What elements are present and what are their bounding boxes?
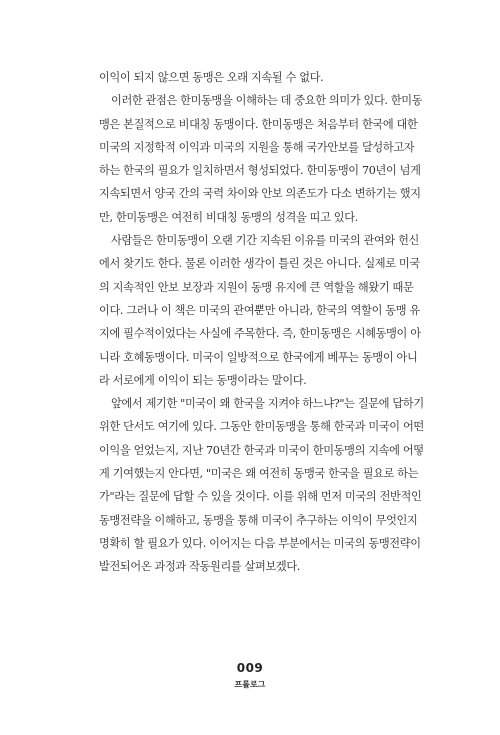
paragraph	[99, 229, 421, 392]
page-number: 009	[236, 661, 264, 675]
text-line: 명확히 할 필요가 있다. 이어지는 다음 부분에서는 미국의 동맹전략이	[99, 536, 421, 550]
text-line: 미국의 지정학적 이익과 미국의 지원을 통해 국가안보를 달성하고자	[99, 140, 415, 154]
text-line: 앞에서 제기한 "미국이 왜 한국을 지켜야 하느냐?"는 질문에 답하기	[111, 397, 424, 411]
text-line: 동맹전략을 이해하고, 동맹을 통해 미국이 추구하는 이익이 무엇인지	[99, 513, 418, 527]
text-line: 지에 필수적이었다는 사실에 주목한다. 즉, 한미동맹은 시혜동맹이 아	[99, 327, 421, 341]
text-line: 이다. 그러나 이 책은 미국의 관여뿐만 아니라, 한국의 역할이 동맹 유	[99, 303, 420, 317]
text-line: 라 서로에게 이익이 되는 동맹이라는 말이다.	[99, 373, 307, 387]
running-footer-title: 프롤로그	[234, 680, 266, 689]
text-line: 게 기여했는지 안다면, "미국은 왜 여전히 동맹국 한국을 필요로 하는	[99, 467, 419, 481]
paragraph	[99, 66, 407, 89]
paragraph	[99, 392, 424, 578]
text-line: 지속되면서 양국 간의 국력 차이와 안보 의존도가 다소 변하기는 했지	[99, 187, 421, 201]
text-line: 맹은 본질적으로 비대칭 동맹이다. 한미동맹은 처음부터 한국에 대한	[99, 117, 418, 131]
text-line: 가"라는 질문에 답할 수 있을 것이다. 이를 위해 먼저 미국의 전반적인	[99, 490, 422, 504]
text-line: 니라 호혜동맹이다. 미국이 일방적으로 한국에게 베푸는 동맹이 아니	[99, 350, 418, 364]
text-line: 사람들은 한미동맹이 오랜 기간 지속된 이유를 미국의 관여와 헌신	[111, 234, 419, 248]
text-line: 하는 한국의 필요가 일치하면서 형성되었다. 한미동맹이 70년이 넘게	[99, 164, 421, 178]
text-line: 이익이 되지 않으면 동맹은 오래 지속될 수 없다.	[99, 71, 324, 84]
text-line: 에서 찾기도 한다. 물론 이러한 생각이 틀린 것은 아니다. 실제로 미국	[99, 257, 420, 271]
body-text	[99, 66, 424, 579]
text-line: 이익을 얻었는지, 지난 70년간 한국과 미국이 한미동맹의 지속에 어떻	[99, 443, 424, 457]
text-line: 발전되어온 과정과 작동원리를 살펴보겠다.	[99, 560, 301, 574]
text-line: 위한 단서도 여기에 있다. 그동안 한미동맹을 통해 한국과 미국이 어떤	[99, 420, 424, 434]
text-line: 의 지속적인 안보 보장과 지원이 동맹 유지에 큰 역할을 해왔기 때문	[99, 280, 414, 294]
paragraph	[99, 89, 423, 229]
text-line: 만, 한미동맹은 여전히 비대칭 동맹의 성격을 띠고 있다.	[99, 210, 358, 224]
text-line: 이러한 관점은 한미동맹을 이해하는 데 중요한 의미가 있다. 한미동	[111, 94, 423, 108]
